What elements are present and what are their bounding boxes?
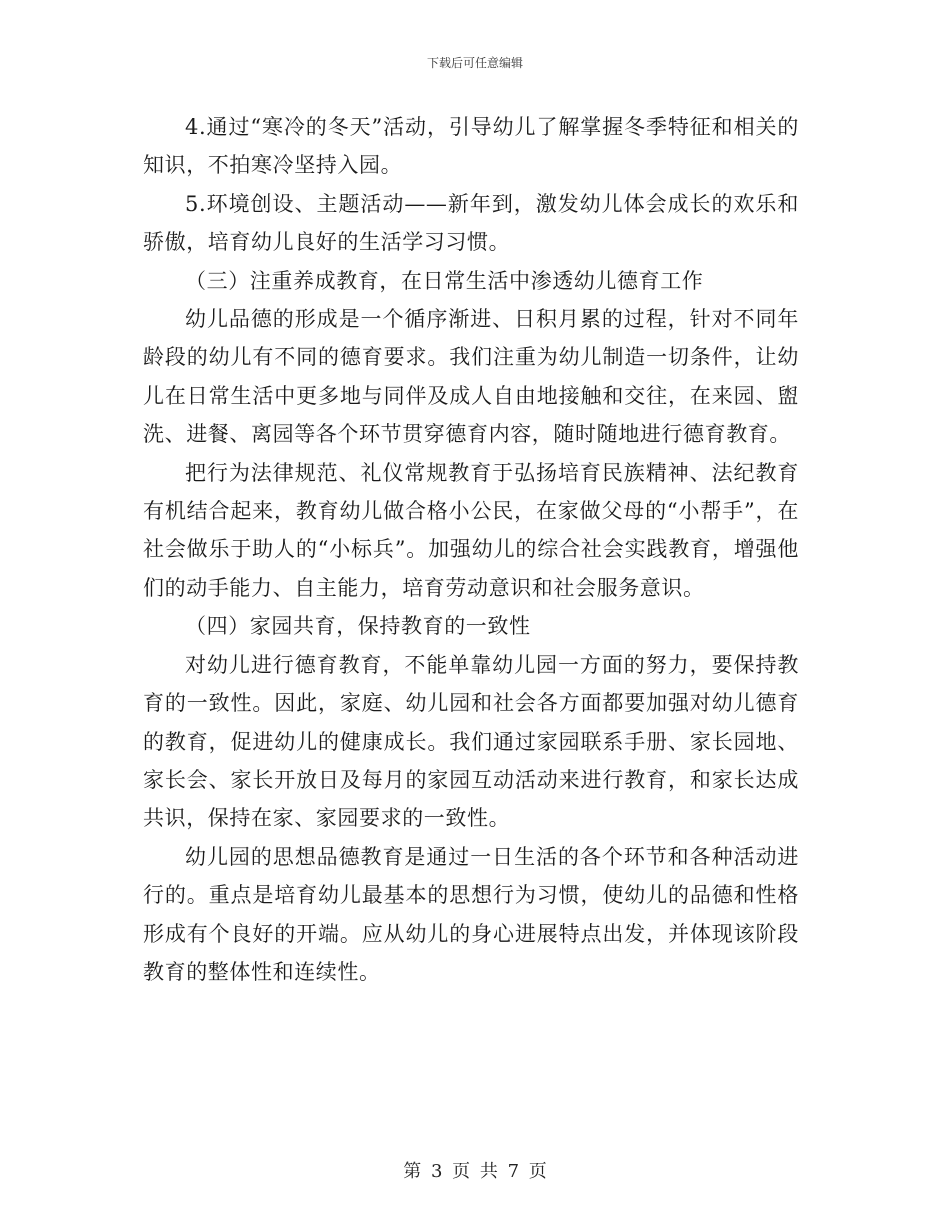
paragraph-item-4: 4.通过“寒冷的冬天”活动，引导幼儿了解掌握冬季特征和相关的知识，不拍寒冷坚持入园。 bbox=[143, 115, 799, 178]
header-note: 下载后可任意编辑 bbox=[426, 56, 523, 70]
page-number: 第 3 页 共 7 页 bbox=[403, 1161, 547, 1182]
section-heading-4: （四）家园共育，保持教育的一致性 bbox=[185, 614, 531, 639]
section-heading-3: （三）注重养成教育，在日常生活中渗透幼儿德育工作 bbox=[185, 268, 704, 293]
paragraph: 把行为法律规范、礼仪常规教育于弘扬培育民族精神、法纪教育有机结合起来，教育幼儿做合格小公民，在家做父母的“小帮手”，在社会做乐于助人的“小标兵”。加强幼儿的综合社会实践教育，增强他们的动手能力、自主能力，培育劳动意识和社会服务意识。 bbox=[143, 460, 799, 600]
paragraph: 幼儿品德的形成是一个循序渐进、日积月累的过程，针对不同年龄段的幼儿有不同的德育要求。我们注重为幼儿制造一切条件，让幼儿在日常生活中更多地与同伴及成人自由地接触和交往，在来园、盥洗、进餐、离园等各个环节贯穿德育内容，随时随地进行德育教育。 bbox=[143, 307, 799, 447]
paragraph-item-5: 5.环境创设、主题活动——新年到，激发幼儿体会成长的欢乐和骄傲，培育幼儿良好的生活学习习惯。 bbox=[143, 191, 799, 255]
paragraph: 幼儿园的思想品德教育是通过一日生活的各个环节和各种活动进行的。重点是培育幼儿最基本的思想行为习惯，使幼儿的品德和性格形成有个良好的开端。应从幼儿的身心进展特点出发，并体现该阶段教育的整体性和连续性。 bbox=[143, 844, 799, 984]
document-body bbox=[143, 108, 799, 991]
paragraph: 对幼儿进行德育教育，不能单靠幼儿园一方面的努力，要保持教育的一致性。因此，家庭、幼儿园和社会各方面都要加强对幼儿德育的教育，促进幼儿的健康成长。我们通过家园联系手册、家长园地、家长会、家长开放日及每月的家园互动活动来进行教育，和家长达成共识，保持在家、家园要求的一致性。 bbox=[143, 652, 799, 831]
